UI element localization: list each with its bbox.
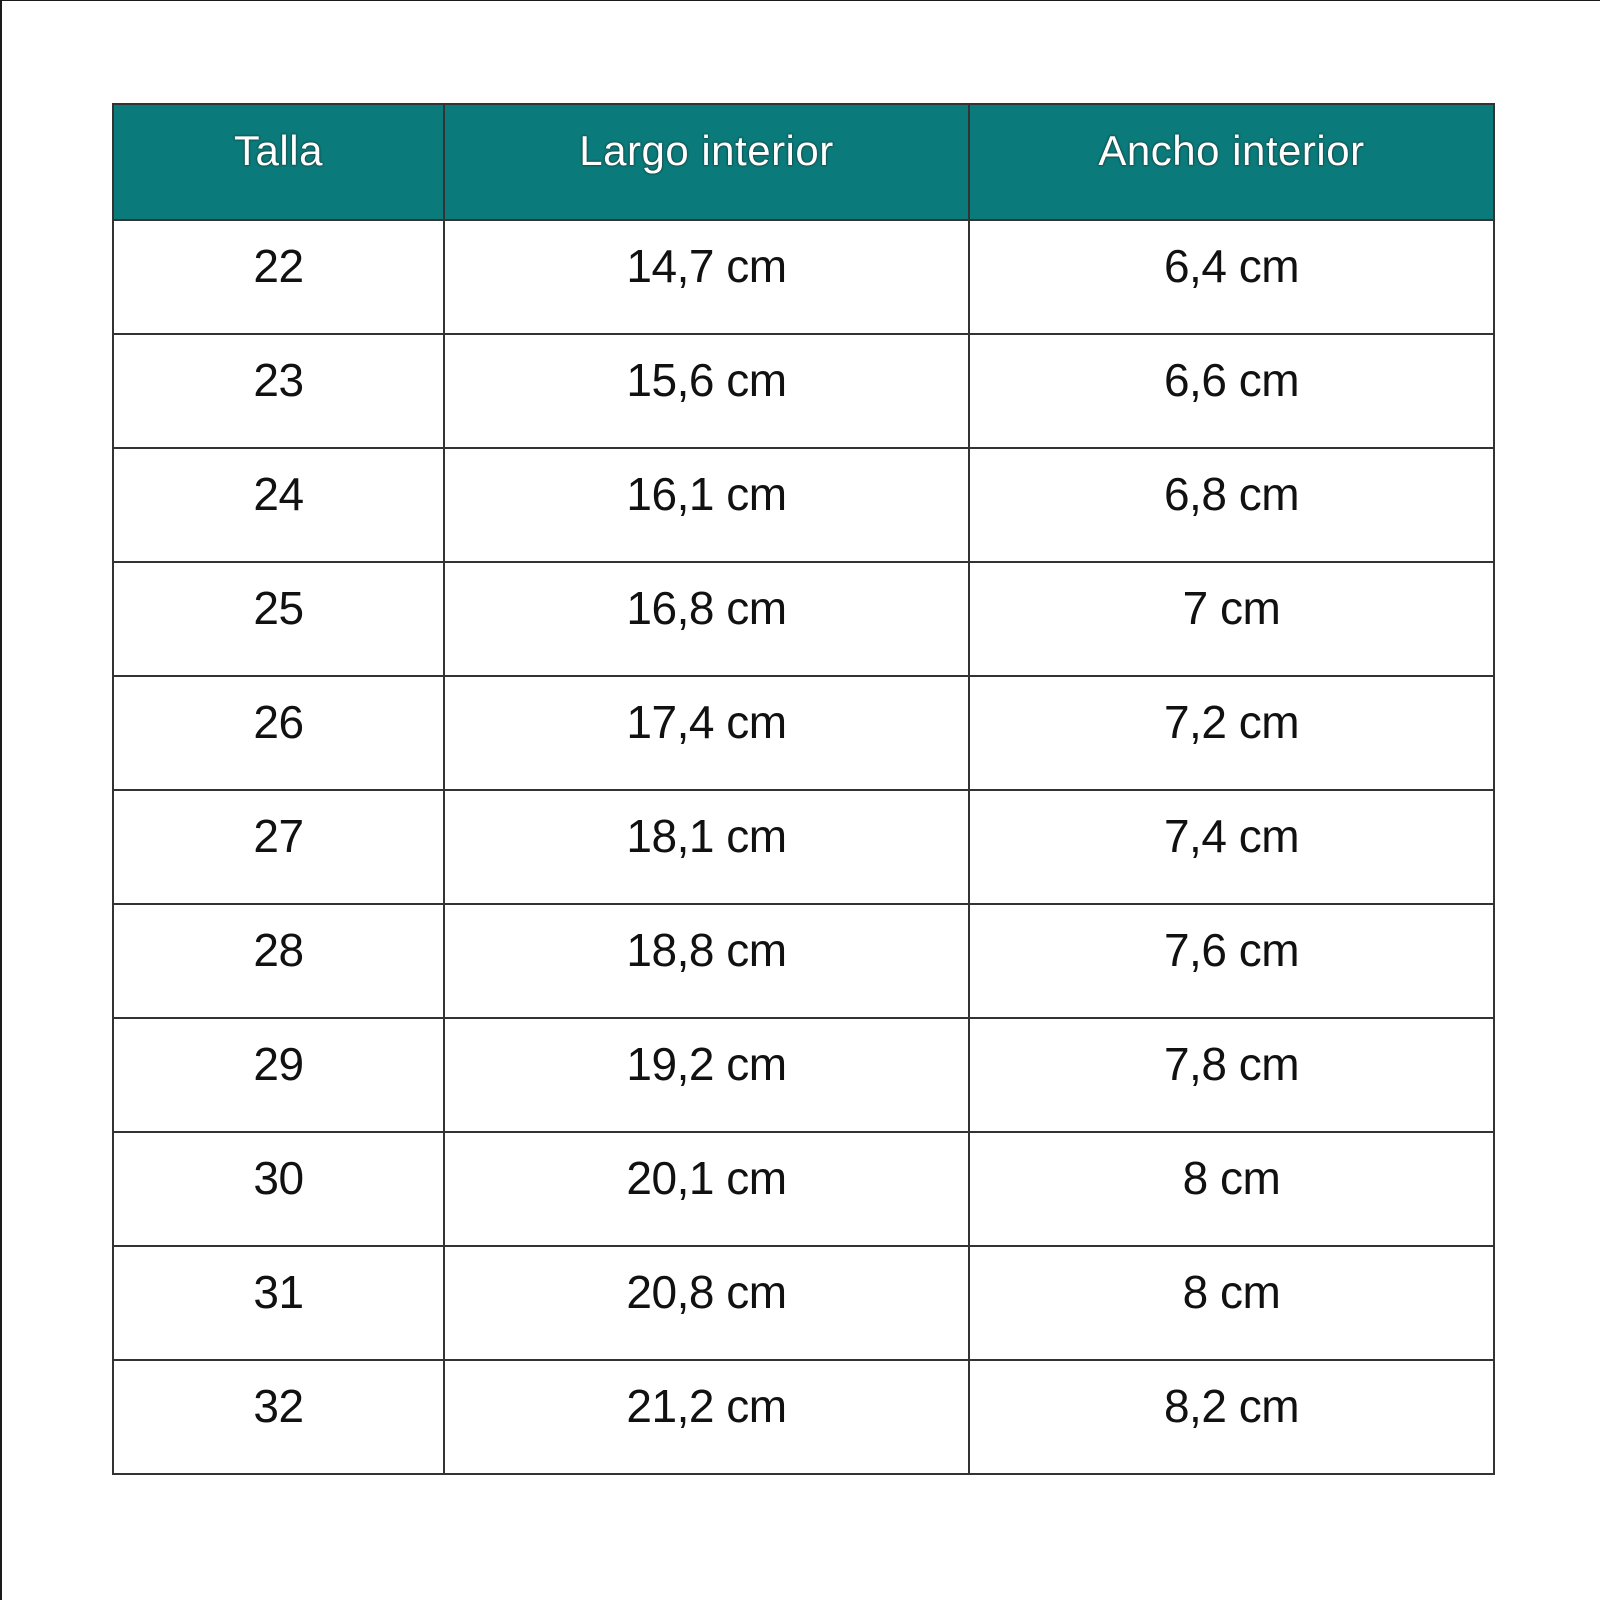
cell-talla: 25 — [113, 562, 444, 676]
cell-talla: 30 — [113, 1132, 444, 1246]
column-header-largo-interior: Largo interior — [444, 104, 969, 220]
cell-ancho-interior: 8 cm — [969, 1246, 1494, 1360]
cell-talla: 28 — [113, 904, 444, 1018]
table-header — [113, 104, 1494, 220]
table-body — [113, 220, 1494, 1474]
cell-largo-interior: 19,2 cm — [444, 1018, 969, 1132]
cell-largo-interior: 18,1 cm — [444, 790, 969, 904]
size-table — [112, 103, 1495, 1475]
cell-ancho-interior: 7,6 cm — [969, 904, 1494, 1018]
table-row — [113, 1246, 1494, 1360]
cell-largo-interior: 20,8 cm — [444, 1246, 969, 1360]
cell-largo-interior: 15,6 cm — [444, 334, 969, 448]
cell-talla: 23 — [113, 334, 444, 448]
cell-talla: 24 — [113, 448, 444, 562]
cell-ancho-interior: 7,2 cm — [969, 676, 1494, 790]
column-header-talla: Talla — [113, 104, 444, 220]
cell-largo-interior: 21,2 cm — [444, 1360, 969, 1474]
table-row — [113, 790, 1494, 904]
cell-largo-interior: 17,4 cm — [444, 676, 969, 790]
cell-largo-interior: 14,7 cm — [444, 220, 969, 334]
cell-talla: 31 — [113, 1246, 444, 1360]
cell-ancho-interior: 7,8 cm — [969, 1018, 1494, 1132]
cell-largo-interior: 18,8 cm — [444, 904, 969, 1018]
cell-ancho-interior: 8,2 cm — [969, 1360, 1494, 1474]
cell-ancho-interior: 6,6 cm — [969, 334, 1494, 448]
cell-talla: 27 — [113, 790, 444, 904]
header-row — [113, 104, 1494, 220]
cell-ancho-interior: 7 cm — [969, 562, 1494, 676]
cell-talla: 22 — [113, 220, 444, 334]
cell-largo-interior: 16,1 cm — [444, 448, 969, 562]
table-row — [113, 1360, 1494, 1474]
table-row — [113, 1018, 1494, 1132]
table-row — [113, 448, 1494, 562]
cell-largo-interior: 16,8 cm — [444, 562, 969, 676]
table-row — [113, 562, 1494, 676]
cell-ancho-interior: 7,4 cm — [969, 790, 1494, 904]
cell-ancho-interior: 8 cm — [969, 1132, 1494, 1246]
cell-talla: 32 — [113, 1360, 444, 1474]
table-row — [113, 676, 1494, 790]
cell-ancho-interior: 6,8 cm — [969, 448, 1494, 562]
cell-ancho-interior: 6,4 cm — [969, 220, 1494, 334]
cell-talla: 26 — [113, 676, 444, 790]
column-header-ancho-interior: Ancho interior — [969, 104, 1494, 220]
cell-talla: 29 — [113, 1018, 444, 1132]
table-row — [113, 334, 1494, 448]
cell-largo-interior: 20,1 cm — [444, 1132, 969, 1246]
table-row — [113, 904, 1494, 1018]
table-row — [113, 1132, 1494, 1246]
table-row — [113, 220, 1494, 334]
